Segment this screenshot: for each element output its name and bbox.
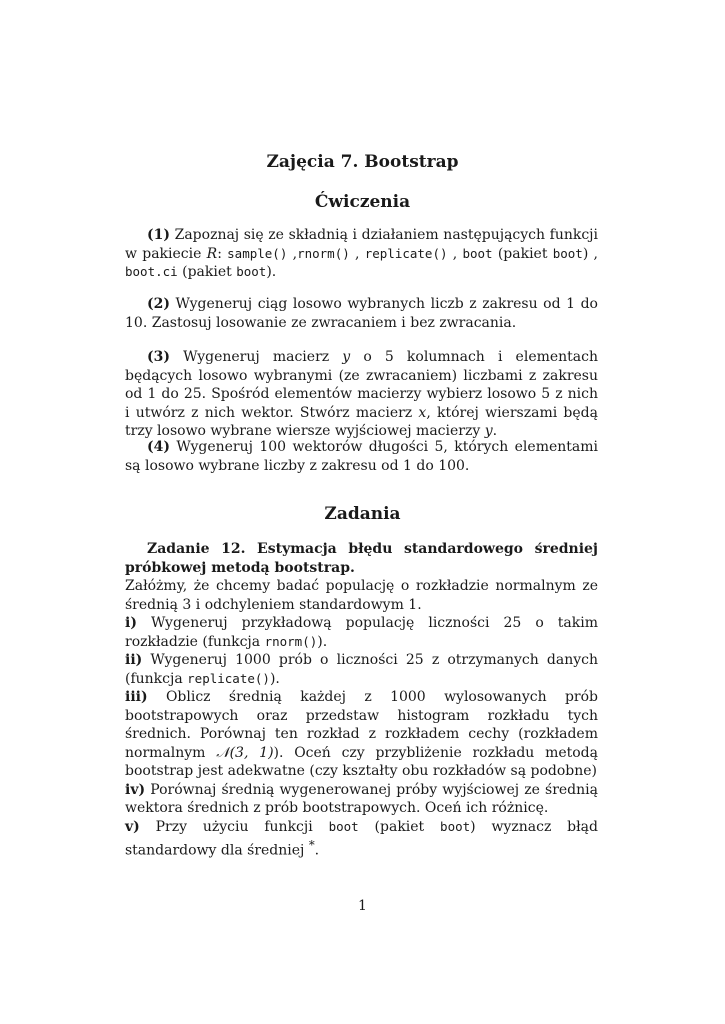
step-label: iv) [125, 781, 146, 798]
exercise-4 [125, 438, 598, 475]
step-text: Wygeneruj przykładową populację liczności 25 o takim rozkładzie (funkcja [125, 615, 598, 650]
exercise-text: , [447, 245, 463, 262]
function-name: boot [462, 245, 493, 261]
page-number: 1 [358, 898, 367, 914]
task-intro: Załóżmy, że chcemy badać populację o rozkładzie normalnym ze średnią 3 i odchyleniem standardowym 1. [125, 578, 598, 613]
footnote-marker: * [308, 838, 315, 852]
exercise-number: (2) [147, 296, 170, 312]
step-text: ). Oceń czy przybliżenie rozkładu metodą bootstrap jest adekwatne (czy kształty obu rozkładów są podobne) [125, 744, 598, 779]
task-step-iv [125, 781, 598, 818]
step-label: ii) [125, 652, 143, 668]
math-variable: x [418, 404, 427, 421]
exercise-text: Zapoznaj się ze składnią i działaniem następujących funkcji w pakiecie [125, 227, 598, 262]
exercise-2 [125, 295, 598, 332]
function-name: rnorm() [264, 633, 318, 649]
page-title: Zajęcia 7. Bootstrap [266, 152, 459, 172]
step-label: i) [125, 615, 137, 631]
step-text: Porównaj średnią wygenerowanej próby wyjściowej ze średnią wektora średnich z prób bootstrapowych. Oceń ich różnicę. [125, 781, 598, 816]
tasks-heading: Zadania [324, 504, 401, 524]
exercise-text: . [492, 423, 498, 439]
function-name: sample() [227, 245, 288, 261]
function-name: replicate() [187, 670, 270, 686]
task-step-iii [125, 688, 598, 781]
function-name: rnorm() [297, 245, 350, 261]
exercise-text: , której wierszami będą trzy losowo wybrane wiersze wyjściowej macierzy [125, 404, 598, 439]
package-name: boot [236, 264, 267, 279]
math-variable: y [342, 349, 351, 365]
function-name: replicate() [364, 245, 448, 261]
task-step-ii [125, 651, 598, 688]
exercise-text: (pakiet [492, 245, 553, 262]
step-text: (pakiet [358, 818, 441, 835]
exercise-text: ) , [582, 245, 598, 262]
exercise-text: ). [266, 264, 277, 280]
step-label: v) [125, 818, 140, 835]
exercise-text: Wygeneruj ciąg losowo wybranych liczb z zakresu od 1 do 10. Zastosuj losowanie ze zwracaniem i bez zwracania. [125, 296, 598, 331]
step-text: ). [317, 633, 328, 650]
math-normal-distribution: 𝒩(3, 1) [216, 744, 274, 761]
task-step-v [125, 818, 598, 861]
exercise-text: , [349, 245, 365, 262]
exercises-heading: Ćwiczenia [314, 192, 411, 212]
exercise-text: , [287, 245, 298, 262]
language-name: R [206, 245, 218, 262]
step-text: Wygeneruj 1000 prób o liczności 25 z otrzymanych danych (funkcja [125, 652, 598, 687]
task-heading: Zadanie 12. Estymacja błędu standardowego średniej próbkowej metodą bootstrap. [125, 541, 598, 576]
package-name: boot [552, 245, 583, 261]
package-name: boot [440, 818, 471, 834]
exercise-text: (pakiet [177, 264, 237, 280]
math-variable: y [484, 423, 493, 439]
function-name: boot [328, 818, 359, 834]
step-text: Przy użyciu funkcji [139, 818, 329, 835]
exercise-3 [125, 348, 598, 441]
function-name: boot.ci [125, 264, 178, 279]
step-text: ). [269, 670, 280, 687]
exercise-text: Wygeneruj macierz [170, 349, 343, 365]
task-12 [125, 540, 598, 860]
exercise-number: (1) [147, 227, 170, 243]
exercise-text: : [217, 245, 228, 262]
exercise-number: (4) [147, 439, 170, 455]
exercise-text: Wygeneruj 100 wektorów długości 5, których elementami są losowo wybrane liczby z zakresu od 1 do 100. [125, 439, 598, 474]
exercise-text: o 5 kolumnach i elementach będących losowo wybranymi (ze zwracaniem) liczbami z zakresu od 1 do 25. Spośród elementów macierzy wybierz losowo 5 z nich i utwórz z nich wektor. Stwórz macierz [125, 349, 599, 421]
task-step-i [125, 614, 598, 651]
step-text: ) wyznacz błąd standardowy dla średniej [125, 818, 598, 859]
exercise-number: (3) [147, 349, 170, 365]
step-label: iii) [125, 689, 148, 705]
exercise-1 [125, 226, 598, 282]
step-text: Oblicz średnią każdej z 1000 wylosowanych prób bootstrapowych oraz przedstaw histogram rozkładu tych średnich. Porównaj ten rozkład z rozkładem cechy (rozkładem normalnym [125, 689, 598, 761]
step-text: . [314, 842, 320, 859]
